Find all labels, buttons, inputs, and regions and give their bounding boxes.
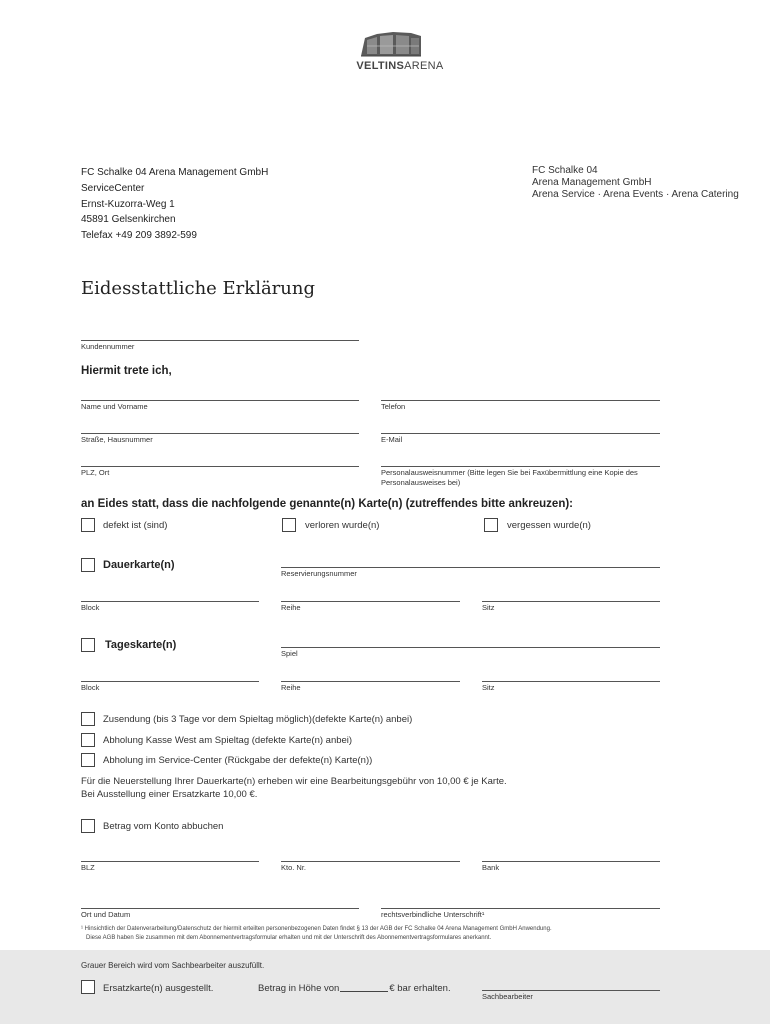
kundennummer-label: Kundennummer xyxy=(81,342,135,351)
zusendung-checkbox[interactable] xyxy=(81,712,95,726)
strasse-label: Straße, Hausnummer xyxy=(81,435,153,444)
ort-datum-label: Ort und Datum xyxy=(81,910,131,919)
sitz1-field[interactable] xyxy=(482,601,660,602)
reservierung-field[interactable] xyxy=(281,567,660,568)
address-line: Telefax +49 209 3892-599 xyxy=(81,230,197,242)
ersatz-checkbox[interactable] xyxy=(81,980,95,994)
spiel-label: Spiel xyxy=(281,649,298,658)
vergessen-checkbox[interactable] xyxy=(484,518,498,532)
abholung-kasse-label: Abholung Kasse West am Spieltag (defekte Karte(n) anbei) xyxy=(103,735,353,746)
verloren-checkbox[interactable] xyxy=(282,518,296,532)
kundennummer-field[interactable] xyxy=(81,340,359,341)
betrag-field[interactable] xyxy=(340,991,388,992)
ersatz-label: Ersatzkarte(n) ausgestellt. xyxy=(103,983,214,994)
reihe1-label: Reihe xyxy=(281,603,301,612)
tageskarte-label: Tageskarte(n) xyxy=(105,639,177,651)
sitz2-field[interactable] xyxy=(482,681,660,682)
block2-label: Block xyxy=(81,683,100,692)
footnote-line-2: Diese AGB haben Sie zusammen mit dem Abonnementvertragsformular erhalten und mit der Unterschrift des Abonnementvertragsformulares anerkannt. xyxy=(86,935,492,941)
kto-field[interactable] xyxy=(281,861,460,862)
recipient-address xyxy=(81,165,268,244)
fee-line-1: Für die Neuerstellung Ihrer Dauerkarte(n) erheben wir eine Bearbeitungsgebühr von 10,00 € je Karte. xyxy=(81,776,507,787)
zusendung-label: Zusendung (bis 3 Tage vor dem Spieltag möglich)(defekte Karte(n) anbei) xyxy=(103,714,413,725)
block2-field[interactable] xyxy=(81,681,259,682)
logo-wordmark xyxy=(355,60,445,72)
org-line: Arena Management GmbH xyxy=(532,177,652,188)
sachbearbeiter-field[interactable] xyxy=(482,990,660,991)
reihe2-label: Reihe xyxy=(281,683,301,692)
arena-building-icon xyxy=(355,30,445,60)
logo-brand-light: ARENA xyxy=(404,60,444,72)
blz-label: BLZ xyxy=(81,863,95,872)
address-line: Ernst-Kuzorra-Weg 1 xyxy=(81,198,175,210)
blz-field[interactable] xyxy=(81,861,259,862)
address-line: 45891 Gelsenkirchen xyxy=(81,214,176,226)
dauerkarte-checkbox[interactable] xyxy=(81,558,95,572)
dauerkarte-label: Dauerkarte(n) xyxy=(103,559,175,571)
fee-line-2: Bei Ausstellung einer Ersatzkarte 10,00 €. xyxy=(81,789,258,800)
reihe2-field[interactable] xyxy=(281,681,460,682)
email-label: E-Mail xyxy=(381,435,403,444)
name-label: Name und Vorname xyxy=(81,402,148,411)
unterschrift-label: rechtsverbindliche Unterschrift¹ xyxy=(381,910,485,919)
name-field[interactable] xyxy=(81,400,359,401)
unterschrift-field[interactable] xyxy=(381,908,660,909)
verloren-label: verloren wurde(n) xyxy=(305,520,380,531)
ausweis-label: Personalausweisnummer (Bitte legen Sie bei Faxübermittlung eine Kopie des Personalausweises bei) xyxy=(381,468,638,487)
abholung-kasse-checkbox[interactable] xyxy=(81,733,95,747)
footnote-line-1: ¹ Hinsichtlich der Datenverarbeitung/Datenschutz der hiermit erteilten personenbezogenen Daten findet § 13 der AGB der FC Schalke 04 Arena Management GmbH Anwendung. xyxy=(81,926,552,932)
staff-note: Grauer Bereich wird vom Sachbearbeiter auszufüllt. xyxy=(81,961,265,970)
ausweis-field[interactable] xyxy=(381,466,660,467)
betrag-line xyxy=(258,983,451,994)
bank-label: Bank xyxy=(482,863,500,872)
kto-label: Kto. Nr. xyxy=(281,863,307,872)
address-line: FC Schalke 04 Arena Management GmbH xyxy=(81,167,269,178)
abholung-service-label: Abholung im Service-Center (Rückgabe der defekte(n) Karte(n)) xyxy=(103,755,373,766)
konto-label: Betrag vom Konto abbuchen xyxy=(103,821,224,832)
sachbearbeiter-label: Sachbearbeiter xyxy=(482,992,533,1001)
org-line: FC Schalke 04 xyxy=(532,165,598,176)
betrag-prefix: Betrag in Höhe von xyxy=(258,983,340,994)
tageskarte-checkbox[interactable] xyxy=(81,638,95,652)
konto-checkbox[interactable] xyxy=(81,819,95,833)
bank-field[interactable] xyxy=(482,861,660,862)
plz-field[interactable] xyxy=(81,466,359,467)
email-field[interactable] xyxy=(381,433,660,434)
block1-label: Block xyxy=(81,603,100,612)
ort-datum-field[interactable] xyxy=(81,908,359,909)
telefon-label: Telefon xyxy=(381,402,406,411)
eides-heading: an Eides statt, dass die nachfolgende genannte(n) Karte(n) (zutreffendes bitte ankreuzen): xyxy=(81,498,574,510)
veltins-arena-logo xyxy=(355,30,445,75)
betrag-suffix: € bar erhalten. xyxy=(389,983,451,994)
defekt-label: defekt ist (sind) xyxy=(103,520,168,531)
logo-brand-bold: VELTINS xyxy=(356,60,405,72)
block1-field[interactable] xyxy=(81,601,259,602)
defekt-checkbox[interactable] xyxy=(81,518,95,532)
org-line: Arena Service · Arena Events · Arena Catering xyxy=(532,189,739,200)
telefon-field[interactable] xyxy=(381,400,660,401)
plz-label: PLZ, Ort xyxy=(81,468,110,477)
sitz1-label: Sitz xyxy=(482,603,495,612)
reihe1-field[interactable] xyxy=(281,601,460,602)
abholung-service-checkbox[interactable] xyxy=(81,753,95,767)
strasse-field[interactable] xyxy=(81,433,359,434)
sitz2-label: Sitz xyxy=(482,683,495,692)
reservierung-label: Reservierungsnummer xyxy=(281,569,357,578)
address-line: ServiceCenter xyxy=(81,182,145,194)
spiel-field[interactable] xyxy=(281,647,660,648)
organization-info xyxy=(532,165,739,201)
vergessen-label: vergessen wurde(n) xyxy=(507,520,591,531)
hiermit-heading: Hiermit trete ich, xyxy=(81,365,172,377)
page-title: Eidesstattliche Erklärung xyxy=(81,278,315,299)
